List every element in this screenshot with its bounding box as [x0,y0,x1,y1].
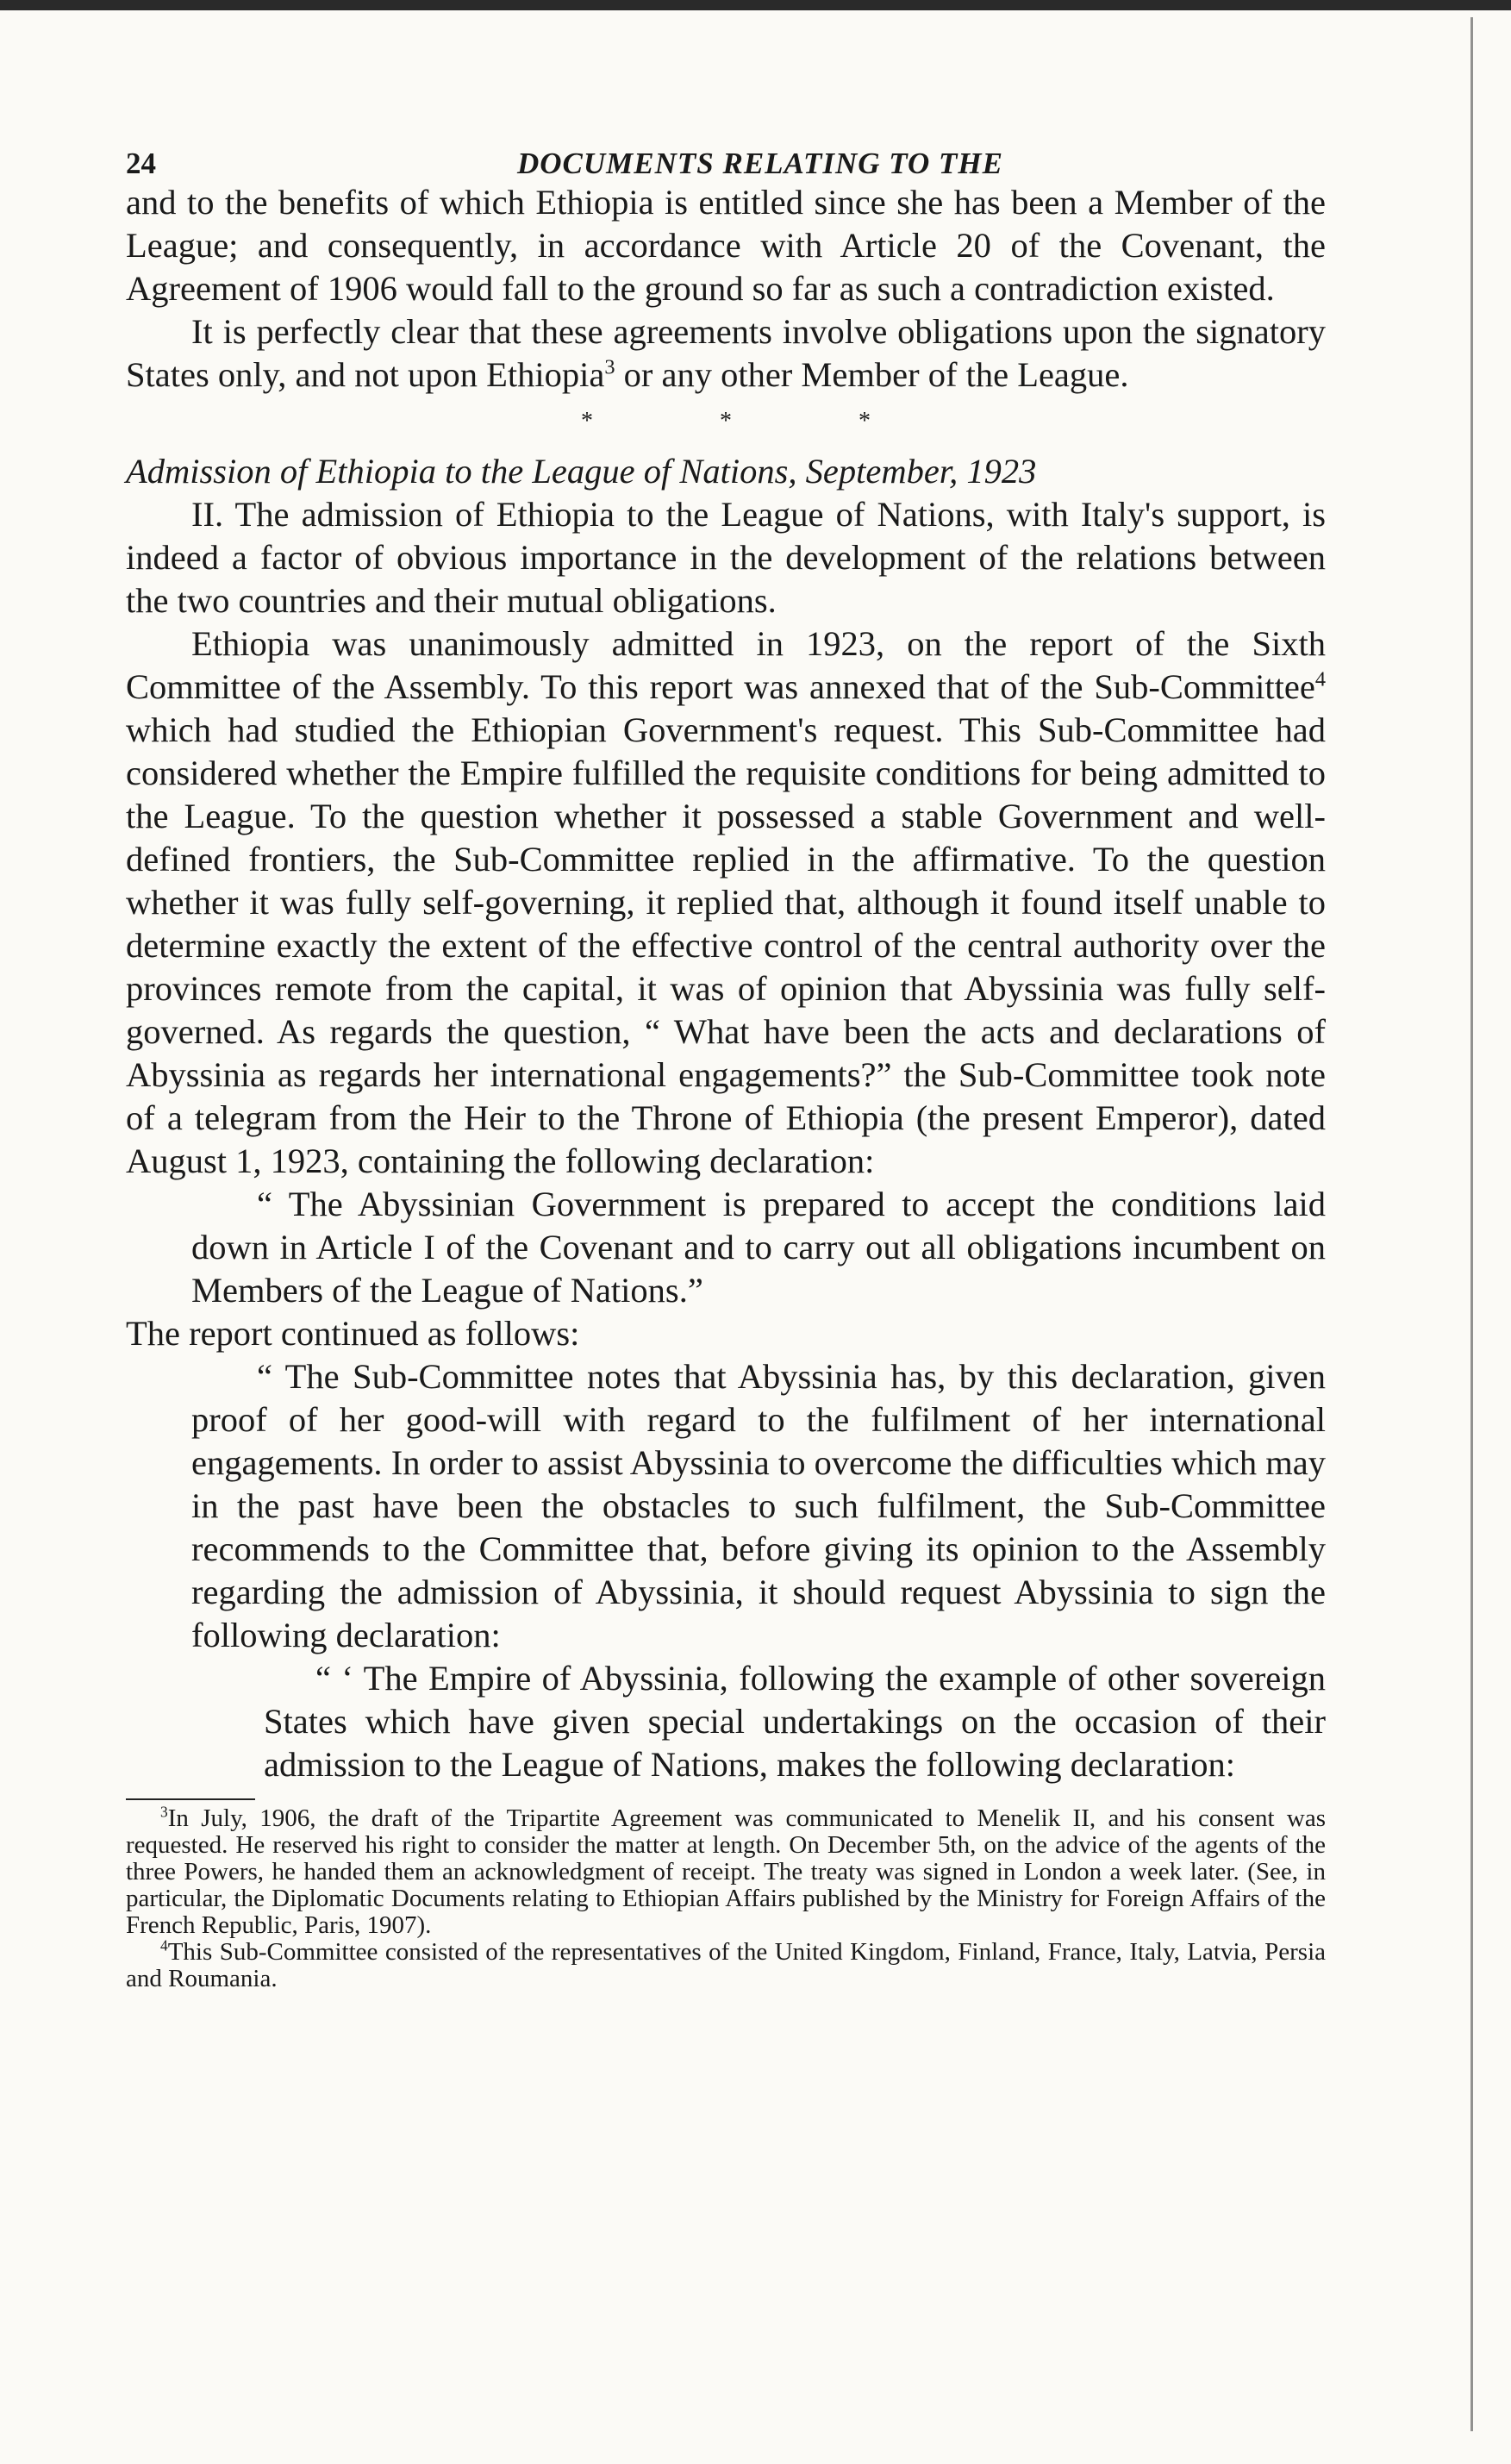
block-quote-declaration [264,1657,1326,1786]
quote-text: “ The Sub-Committee notes that Abyssinia has, by this declaration, given proof of her good-will with regard to the fulfilment of her international engagements. In order to assist Abyssinia to overcome the difficulties which may in the past have been the obstacles to such fulfilment, the Sub-Committee recommends to the Committee that, before giving its opinion to the Assembly regarding the admission of Abyssinia, it should request Abyssinia to sign the following declaration: [191,1357,1326,1654]
footnote-mark-4: 4 [160,1936,168,1954]
paragraph-signatory-states [126,310,1326,397]
footnote-4 [126,1936,1326,1992]
block-quote-telegram [191,1183,1326,1312]
paragraph-text: which had studied the Ethiopian Government's request. This Sub-Committee had considered whether the Empire fulfilled the requisite conditions for being admitted to the League. To the question whether it possessed a stable Government and well-defined frontiers, the Sub-Committee replied in the affirmative. To the question whether it was fully self-governing, it replied that, although it found itself unable to determine exactly the extent of the effective control of the central authority over the provinces remote from the capital, it was of opinion that Abyssinia was fully self-governed. As regards the question, “ What have been the acts and declarations of Abyssinia as regards her international engagements?” the Sub-Committee took note of a telegram from the Heir to the Throne of Ethiopia (the present Emperor), dated August 1, 1923, containing the following declaration: [126,710,1326,1180]
document-page [126,129,1326,1992]
section-separator-stars: * * * [581,408,931,435]
running-title: DOCUMENTS RELATING TO THE [516,147,1003,180]
paragraph-unanimous-admission [126,622,1326,1183]
paragraph-text: or any other Member of the League. [615,355,1129,394]
paragraph-text: Ethiopia was unanimously admitted in 1923, on the report of the Sixth Committee of the Assembly. To this report was annexed that of the Sub-Committee [126,624,1326,706]
footnote-text: This Sub-Committee consisted of the representatives of the United Kingdom, Finland, France, Italy, Latvia, Persia and Roumania. [126,1938,1326,1992]
footnote-reference-4: 4 [1314,667,1326,691]
footnote-mark-3: 3 [160,1803,168,1821]
top-border-rule [0,0,1511,10]
section-heading: Admission of Ethiopia to the League of Nations, September, 1923 [126,452,1037,491]
quote-text: “ ‘ The Empire of Abyssinia, following the example of other sovereign States which have given special undertakings on the occasion of their admission to the League of Nations, makes the following declaration: [264,1659,1326,1784]
block-quote-report [191,1355,1326,1657]
paragraph-continuation: and to the benefits of which Ethiopia is entitled since she has been a Member of the League; and consequently, in accordance with Article 20 of the Covenant, the Agreement of 1906 would fall to the ground so far as such a contradiction existed. [126,183,1326,308]
body-text [126,181,1326,1786]
footnotes [126,1805,1326,1992]
report-continued-line: The report continued as follows: [126,1314,580,1353]
page-number: 24 [126,147,156,180]
footnote-reference-3: 3 [604,355,615,379]
running-header [126,129,1326,181]
page-edge-shadow [1470,17,1473,2431]
footnote-divider [126,1798,255,1800]
footnote-text: In July, 1906, the draft of the Tripartite Agreement was communicated to Menelik II, and his consent was requested. He reserved his right to consider the matter at length. On December 5th, on the advice of the agents of the three Powers, he handed them an acknowledgment of receipt. The treaty was signed in London a week later. (See, in particular, the Diplomatic Documents relating to Ethiopian Affairs published by the Ministry for Foreign Affairs of the French Republic, Paris, 1907). [126,1804,1326,1939]
quote-text: “ The Abyssinian Government is prepared to accept the conditions laid down in Article I of the Covenant and to carry out all obligations incumbent on Members of the League of Nations.” [191,1185,1326,1310]
paragraph-text: It is perfectly clear that these agreements involve obligations upon the signatory States only, and not upon Ethiopia [126,312,1326,394]
paragraph-admission: II. The admission of Ethiopia to the League of Nations, with Italy's support, is indeed a factor of obvious importance in the development of the relations between the two countries and their mutual obligations. [126,495,1326,620]
footnote-3 [126,1805,1326,1939]
